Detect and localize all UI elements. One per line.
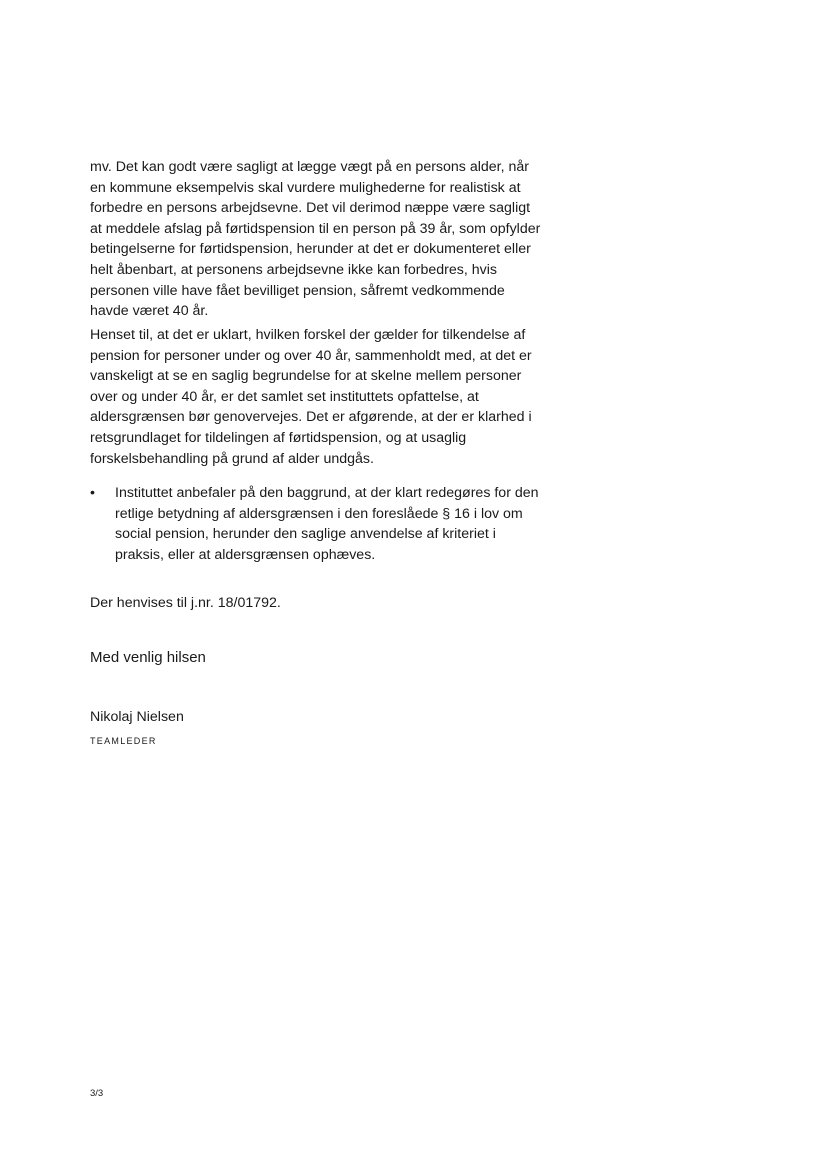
signer-name: Nikolaj Nielsen xyxy=(90,709,184,725)
closing-greeting: Med venlig hilsen xyxy=(90,649,206,666)
text-line: social pension, herunder den saglige anvendelse af kriteriet i xyxy=(115,526,496,543)
text-line: pension for personer under og over 40 år, sammenholdt med, at det er xyxy=(90,347,532,364)
text-line: praksis, eller at aldersgrænsen ophæves. xyxy=(115,546,376,563)
text-line: retsgrundlaget for tildelingen af førtidspension, og at usaglig xyxy=(90,429,467,446)
text-line: forskelsbehandling på grund af alder undgås. xyxy=(90,450,374,467)
text-line: havde været 40 år. xyxy=(90,303,209,320)
case-reference: Der henvises til j.nr. 18/01792. xyxy=(90,595,281,611)
text-line: en kommune eksempelvis skal vurdere mulighederne for realistisk at xyxy=(90,179,521,196)
text-line: at meddele afslag på førtidspension til en person på 39 år, som opfylder xyxy=(90,220,541,237)
text-line: aldersgrænsen bør genovervejes. Det er afgørende, at der er klarhed i xyxy=(90,409,532,426)
text-line: betingelserne for førtidspension, herunder at det er dokumenteret eller xyxy=(90,241,531,258)
text-line: vanskeligt at se en saglig begrundelse for at skelne mellem personer xyxy=(90,368,522,385)
signer-title: TEAMLEDER xyxy=(90,736,157,746)
body-paragraph-2 xyxy=(90,325,570,469)
text-line: personen ville have fået bevilliget pension, såfremt vedkommende xyxy=(90,282,505,299)
text-line: over og under 40 år, er det samlet set instituttets opfattelse, at xyxy=(90,388,479,405)
text-line: helt åbenbart, at personens arbejdsevne ikke kan forbedres, hvis xyxy=(90,261,497,278)
text-line: mv. Det kan godt være sagligt at lægge vægt på en persons alder, når xyxy=(90,159,530,175)
text-line: forbedre en persons arbejdsevne. Det vil derimod næppe være sagligt xyxy=(90,200,531,217)
text-line: Henset til, at det er uklart, hvilken forskel der gælder for tilkendelse af xyxy=(90,327,526,343)
page-number: 3/3 xyxy=(90,1088,104,1099)
bullet-text xyxy=(115,483,539,565)
text-line: retlige betydning af aldersgrænsen i den foreslåede § 16 i lov om xyxy=(115,505,523,522)
bullet-marker: • xyxy=(90,485,95,501)
body-paragraph-1 xyxy=(90,157,570,322)
text-line: Instituttet anbefaler på den baggrund, at der klart redegøres for den xyxy=(115,485,539,501)
